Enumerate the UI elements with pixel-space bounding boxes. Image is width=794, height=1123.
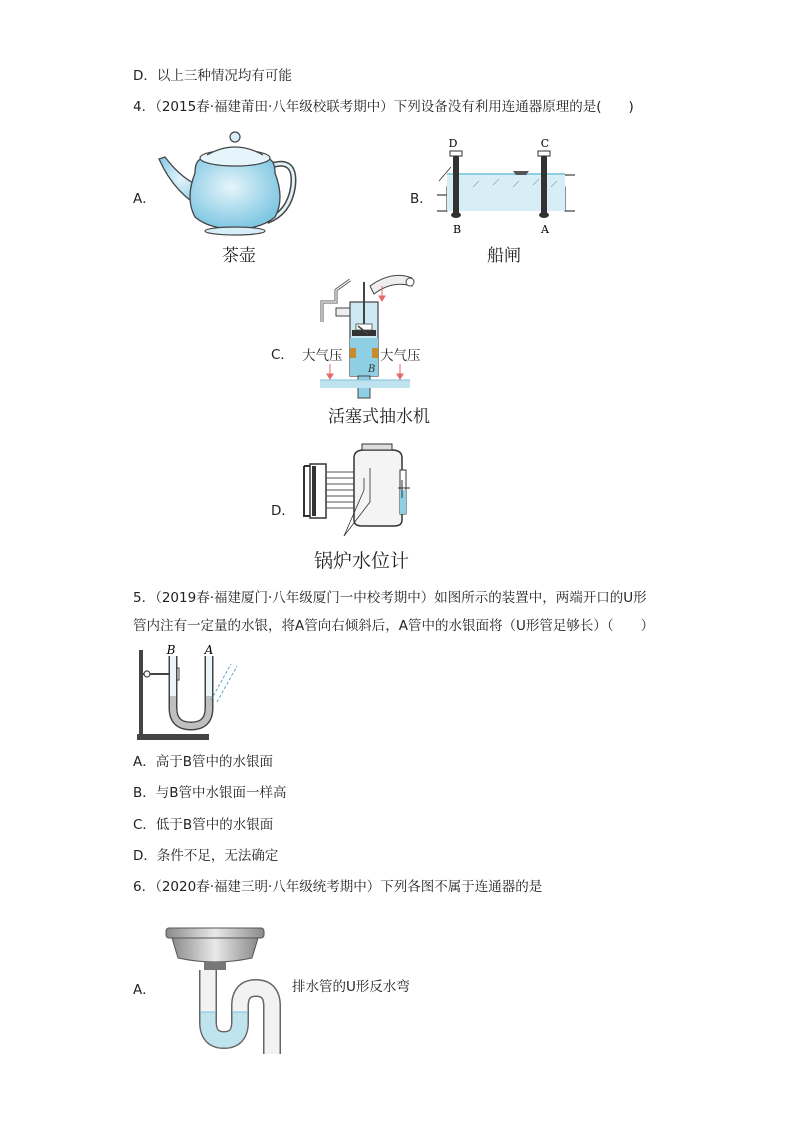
u-tube-label-b: B [166, 643, 176, 657]
ship-lock-figure [433, 135, 578, 235]
lock-label-b: B [452, 223, 462, 235]
u-tube-figure [133, 642, 243, 747]
pump-label-atm-right: 大气压 [380, 348, 421, 364]
q5-option-a: A．高于B管中的水银面 [133, 754, 273, 770]
q5-stem-line1: 5．（2019春·福建厦门·八年级厦门一中校考期中）如图所示的装置中，两端开口的U形 [133, 590, 647, 606]
drain-trap-figure [160, 922, 285, 1057]
q4-option-b-caption: 船闸 [487, 246, 521, 266]
u-tube-label-a: A [204, 643, 214, 657]
q6-option-a-caption: 排水管的U形反水弯 [292, 979, 410, 995]
lock-label-c: C [540, 137, 550, 150]
q4-option-a-caption: 茶壶 [222, 246, 256, 266]
q4-option-b-letter: B． [410, 191, 433, 207]
q4-stem: 4．（2015春·福建莆田·八年级校联考期中）下列设备没有利用连通器原理的是( ) [133, 99, 634, 115]
q4-option-c-caption: 活塞式抽水机 [328, 407, 430, 427]
teapot-figure [155, 125, 305, 245]
q6-stem: 6．（2020春·福建三明·八年级统考期中）下列各图不属于连通器的是 [133, 879, 543, 895]
q5-option-b: B．与B管中水银面一样高 [133, 785, 287, 801]
q4-option-d-letter: D． [271, 503, 295, 519]
q5-option-d: D．条件不足，无法确定 [133, 848, 279, 864]
pump-label-b: B [368, 364, 376, 375]
q4-option-a-letter: A． [133, 191, 156, 207]
q3-option-d: D．以上三种情况均有可能 [133, 68, 292, 84]
boiler-gauge-figure [298, 440, 418, 540]
lock-label-a: A [541, 223, 549, 235]
q6-option-a-letter: A． [133, 982, 156, 998]
pump-label-atm-left: 大气压 [302, 348, 343, 364]
q4-option-d-caption: 锅炉水位计 [314, 550, 410, 572]
q4-option-c-letter: C． [271, 347, 294, 363]
piston-pump-figure [300, 272, 430, 402]
q5-option-c: C．低于B管中的水银面 [133, 817, 274, 833]
q5-stem-line2: 管内注有一定量的水银，将A管向右倾斜后，A管中的水银面将（U形管足够长）（ ） [133, 618, 655, 634]
lock-label-d: D [448, 137, 458, 150]
